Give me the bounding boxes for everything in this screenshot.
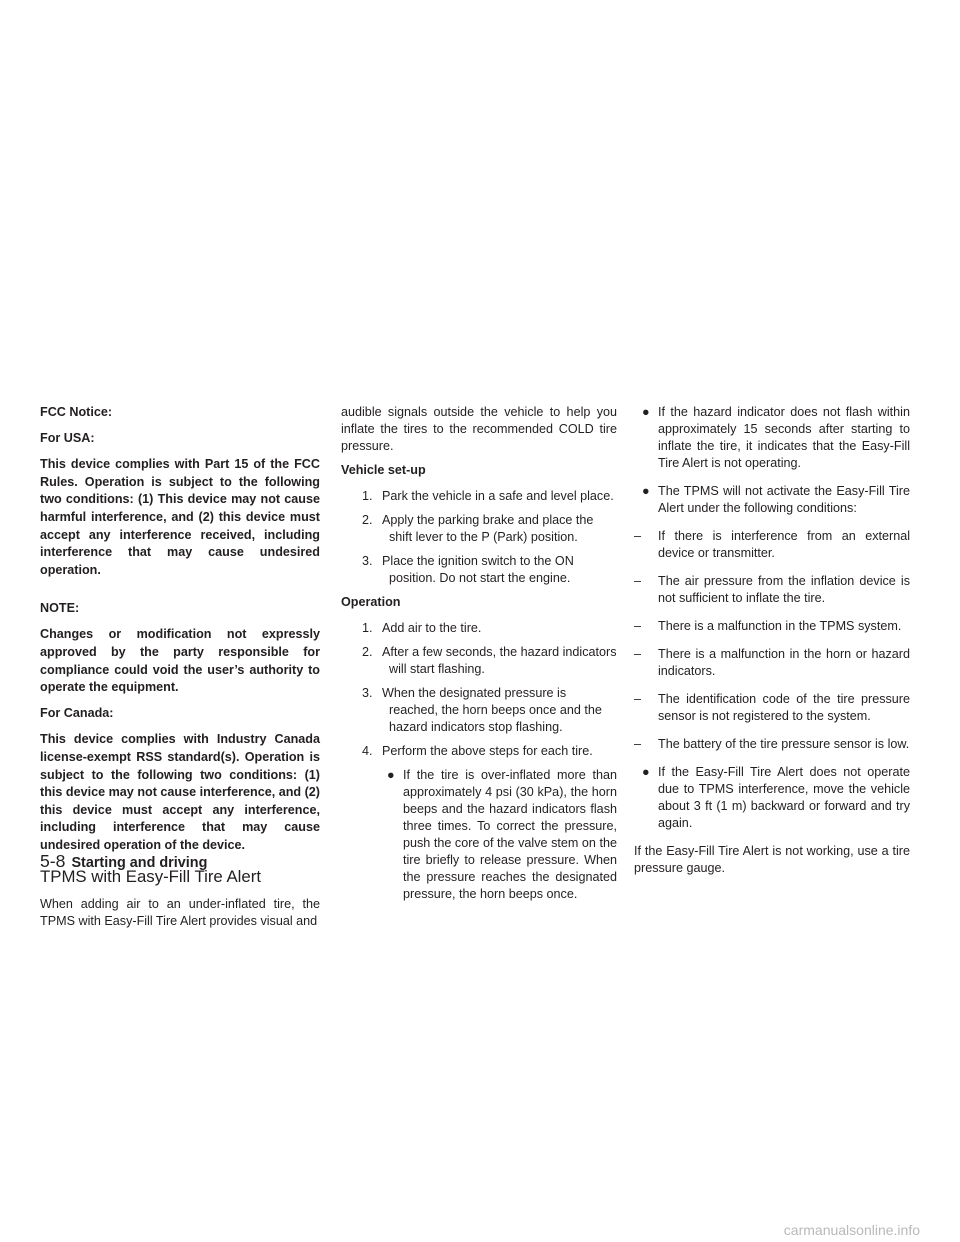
section-heading: TPMS with Easy-Fill Tire Alert	[40, 866, 261, 886]
list-item: 3. When the designated pressure is reached, the horn beeps once and the hazard indicators stop flashing.	[362, 686, 602, 735]
canada-compliance-text: This device complies with Industry Canada license-exempt RSS standard(s). Operation is subject to the following two conditions: (1) this device may not cause interference, and (2) this device must accept any interference, including interference that may cause undesired operation of the device.	[40, 732, 320, 852]
bullet-dot-icon: ●	[642, 405, 650, 419]
operation-heading: Operation	[341, 595, 401, 610]
usa-compliance-text: This device complies with Part 15 of the FCC Rules. Operation is subject to the following two conditions: (1) This device may not cause harmful interference, and (2) this device must accept any interference received, including interference that may cause undesired operation.	[40, 457, 320, 577]
bullet-item: ● If the Easy-Fill Tire Alert does not operate due to TPMS interference, move the vehicle about 3 ft (1 m) backward or forward and try again.	[642, 765, 910, 830]
bullet-item: ● The TPMS will not activate the Easy-Fill Tire Alert under the following conditions:	[642, 484, 910, 515]
list-item: 1. Park the vehicle in a safe and level place.	[362, 489, 614, 504]
dash-item: – The air pressure from the inflation device is not sufficient to inflate the tire.	[634, 574, 910, 605]
list-item: 4. Perform the above steps for each tire.	[362, 744, 593, 759]
bullet-dot-icon: ●	[642, 484, 650, 498]
list-item: 2. After a few seconds, the hazard indicators will start flashing.	[362, 645, 617, 677]
section-title: Starting and driving	[71, 855, 208, 871]
list-item: 1. Add air to the tire.	[362, 621, 482, 636]
intro-paragraph: When adding air to an under-inflated tire, the TPMS with Easy-Fill Tire Alert provides visual and	[40, 896, 320, 928]
dash-item: – There is a malfunction in the horn or hazard indicators.	[634, 647, 910, 678]
bullet-dot-icon: ●	[387, 768, 395, 783]
intro-continued: audible signals outside the vehicle to help you inflate the tires to the recommended COLD tire pressure.	[341, 405, 617, 453]
column-right	[634, 404, 910, 884]
list-item: 3. Place the ignition switch to the ON position. Do not start the engine.	[362, 554, 574, 586]
list-item: 2. Apply the parking brake and place the shift lever to the P (Park) position.	[362, 513, 594, 545]
closing-paragraph: If the Easy-Fill Tire Alert is not working, use a tire pressure gauge.	[634, 844, 910, 875]
dash-item: – If there is interference from an external device or transmitter.	[634, 529, 910, 560]
vehicle-setup-heading: Vehicle set-up	[341, 463, 426, 477]
bullet-item: ● If the hazard indicator does not flash within approximately 15 seconds after starting to inflate the tire, it indicates that the Easy-Fill Tire Alert is not operating.	[642, 405, 910, 470]
dash-item: – The battery of the tire pressure sensor is low.	[634, 737, 910, 751]
dash-icon: –	[634, 737, 642, 751]
dash-icon: –	[634, 529, 642, 543]
page-number: 5-8	[40, 851, 66, 871]
page-footer	[40, 851, 207, 872]
column-middle	[341, 404, 617, 910]
dash-icon: –	[634, 574, 642, 588]
note-heading: NOTE:	[40, 601, 80, 616]
bullet-item: ● If the tire is over-inflated more than approximately 4 psi (30 kPa), the horn beeps and the hazard indicators flash three times. To correct the pressure, push the core of the valve stem on the tire briefly to release pressure. When the pressure reaches the designated pressure, the horn beeps once.	[387, 768, 617, 902]
for-usa-heading: For USA:	[40, 431, 95, 446]
for-canada-heading: For Canada:	[40, 706, 114, 721]
fcc-notice-heading: FCC Notice:	[40, 405, 113, 419]
bullet-dot-icon: ●	[642, 765, 650, 779]
dash-item: – The identification code of the tire pressure sensor is not registered to the system.	[634, 692, 910, 723]
dash-icon: –	[634, 619, 642, 633]
dash-item: – There is a malfunction in the TPMS system.	[634, 619, 902, 633]
dash-icon: –	[634, 692, 642, 706]
note-text: Changes or modification not expressly approved by the party responsible for compliance could void the user’s authority to operate the equipment.	[40, 627, 320, 695]
dash-icon: –	[634, 647, 642, 661]
watermark: carmanualsonline.info	[783, 1222, 920, 1238]
